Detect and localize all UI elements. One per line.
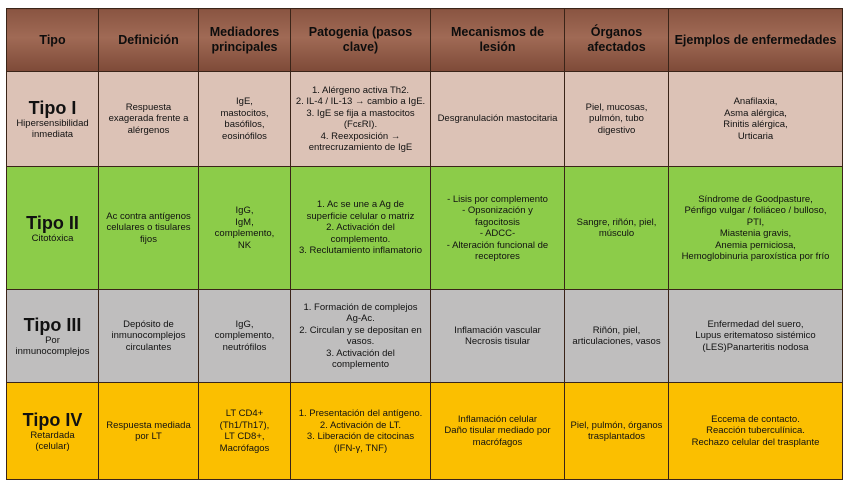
cell-line: 3. Activación del xyxy=(326,347,395,359)
cell-line: macrófagos xyxy=(472,436,523,448)
cell-line: 1. Alérgeno activa Th2. xyxy=(312,84,409,96)
definicion-cell xyxy=(99,167,199,290)
hypersensitivity-table xyxy=(6,8,843,480)
cell-line: Hemoglobinuria paroxística por frío xyxy=(681,251,830,262)
patogenia-cell xyxy=(291,167,431,290)
cell-line: músculo xyxy=(598,228,635,239)
cell-line: Eccema de contacto. xyxy=(711,413,800,425)
cell-line: celulares o tisulares xyxy=(106,222,191,234)
tipo-name: Tipo III xyxy=(23,315,82,335)
cell-line: entrecruzamiento de IgE xyxy=(308,142,413,153)
header-tipo: Tipo xyxy=(7,9,99,72)
cell-line: (FcεRI). xyxy=(343,119,378,130)
cell-line: IgE, xyxy=(236,96,253,107)
cell-line: 2. Circulan y se depositan en xyxy=(299,324,422,336)
cell-line: Piel, pulmón, órganos xyxy=(570,419,663,431)
cell-line: - Opsonización y xyxy=(462,205,533,216)
header-mecanismos: Mecanismos de lesión xyxy=(431,9,565,72)
ejemplos-cell xyxy=(669,383,843,480)
cell-line: trasplantados xyxy=(587,431,646,442)
mediadores-cell xyxy=(199,72,291,167)
tipo-cell xyxy=(7,383,99,480)
mecanismos-cell xyxy=(431,290,565,383)
cell-line: 2. Activación de LT. xyxy=(319,419,402,431)
tipo-cell xyxy=(7,167,99,290)
tipo-subtitle xyxy=(11,335,94,357)
ejemplos-cell xyxy=(669,167,843,290)
cell-line: Desgranulación mastocitaria xyxy=(437,113,558,125)
cell-line: IgG, xyxy=(235,205,254,216)
cell-line: 3. IgE se fija a mastocitos xyxy=(306,107,415,119)
cell-line: Rinitis alérgica, xyxy=(723,119,788,130)
header-patogenia: Patogenia (pasos clave) xyxy=(291,9,431,72)
cell-line: 1. Formación de complejos xyxy=(303,301,418,313)
cell-line: alérgenos xyxy=(127,124,170,136)
cell-line: - Alteración funcional de xyxy=(446,239,549,251)
tipo-cell xyxy=(7,72,99,167)
patogenia-cell xyxy=(291,72,431,167)
cell-line: IgG, xyxy=(235,318,254,330)
cell-line: Respuesta mediada xyxy=(106,419,191,431)
cell-line: (LES)Panarteritis nodosa xyxy=(702,341,809,353)
table-row-tipo-i xyxy=(7,72,843,167)
table-row-tipo-iii xyxy=(7,290,843,383)
mecanismos-cell xyxy=(431,167,565,290)
cell-line: complemento xyxy=(331,359,390,370)
header-definicion: Definición xyxy=(99,9,199,72)
cell-line: (Th1/Th17), xyxy=(219,419,270,431)
cell-line: digestivo xyxy=(597,124,636,136)
tipo-name: Tipo II xyxy=(26,212,79,233)
cell-line: Anemia perniciosa, xyxy=(715,239,796,251)
tipo-name: Tipo I xyxy=(28,98,77,118)
cell-line: 2. Activación del xyxy=(326,222,395,234)
definicion-cell xyxy=(99,290,199,383)
cell-line: Inflamación celular xyxy=(457,413,538,425)
cell-line: complemento, xyxy=(214,228,275,239)
cell-line: Síndrome de Goodpasture, xyxy=(698,193,813,205)
ejemplos-cell xyxy=(669,72,843,167)
cell-line: Lupus eritematoso sistémico xyxy=(695,330,816,342)
cell-line: mastocitos, xyxy=(220,107,269,119)
cell-line: exagerada frente a xyxy=(108,113,189,125)
cell-line: (celular) xyxy=(35,441,70,452)
cell-line: basófilos, xyxy=(224,119,265,130)
cell-line: Reacción tuberculínica. xyxy=(706,425,805,437)
cell-line: - Lisis por complemento xyxy=(447,193,548,205)
cell-line: articulaciones, vasos xyxy=(572,336,661,347)
cell-line: IgM, xyxy=(235,216,254,228)
cell-line: Necrosis tisular xyxy=(465,336,530,347)
organos-cell xyxy=(565,72,669,167)
cell-line: Por xyxy=(45,335,60,346)
patogenia-cell xyxy=(291,290,431,383)
definicion-cell xyxy=(99,72,199,167)
organos-cell xyxy=(565,290,669,383)
cell-line: receptores xyxy=(475,251,520,262)
tipo-subtitle xyxy=(11,233,94,244)
cell-line: neutrófilos xyxy=(222,341,267,353)
tipo-subtitle xyxy=(11,118,94,140)
header-mediadores: Mediadores principales xyxy=(199,9,291,72)
definicion-cell xyxy=(99,383,199,480)
ejemplos-cell xyxy=(669,290,843,383)
cell-line: por LT xyxy=(135,431,162,442)
cell-line: Citotóxica xyxy=(31,232,74,244)
cell-line: (IFN-γ, TNF) xyxy=(333,442,388,454)
cell-line: Pénfigo vulgar / foliáceo / bulloso, xyxy=(684,205,827,216)
cell-line: superficie celular o matriz xyxy=(306,210,415,222)
cell-line: Macrófagos xyxy=(219,442,270,454)
cell-line: - ADCC- xyxy=(479,228,516,239)
cell-line: Inflamación vascular xyxy=(454,324,541,336)
cell-line: Riñón, piel, xyxy=(592,324,641,336)
cell-line: vasos. xyxy=(346,336,375,347)
cell-line: Miastenia gravis, xyxy=(719,228,792,239)
header-row xyxy=(7,9,843,72)
cell-line: pulmón, tubo xyxy=(589,113,644,125)
cell-line: eosinófilos xyxy=(222,130,267,142)
cell-line: fagocitosis xyxy=(475,216,520,228)
cell-line: Depósito de xyxy=(123,318,174,330)
cell-line: Urticaria xyxy=(737,130,774,142)
cell-line: inmunocomplejos xyxy=(111,330,186,342)
cell-line: LT CD4+ xyxy=(225,408,264,419)
cell-line: Hipersensibilidad xyxy=(16,118,89,129)
cell-line: Daño tisular mediado por xyxy=(444,425,551,437)
header-organos: Órganos afectados xyxy=(565,9,669,72)
cell-line: Enfermedad del suero, xyxy=(707,318,804,330)
cell-line: fijos xyxy=(140,233,157,245)
cell-line: 4. Reexposición → xyxy=(320,130,401,142)
cell-line: Ag-Ac. xyxy=(346,313,375,324)
cell-line: Retardada xyxy=(30,430,75,441)
cell-line: complemento, xyxy=(214,330,275,342)
cell-line: NK xyxy=(237,239,252,251)
organos-cell xyxy=(565,167,669,290)
cell-line: inmunocomplejos xyxy=(15,346,90,357)
tipo-cell xyxy=(7,290,99,383)
cell-line: Asma alérgica, xyxy=(724,107,787,119)
cell-line: 3. Liberación de citocinas xyxy=(306,431,415,442)
cell-line: Respuesta xyxy=(125,101,172,113)
header-ejemplos: Ejemplos de enfermedades xyxy=(669,9,843,72)
mediadores-cell xyxy=(199,290,291,383)
mecanismos-cell xyxy=(431,72,565,167)
cell-line: 1. Presentación del antígeno. xyxy=(298,408,423,419)
tipo-subtitle xyxy=(11,430,94,452)
cell-line: Piel, mucosas, xyxy=(585,101,648,113)
table-row-tipo-iv xyxy=(7,383,843,480)
cell-line: inmediata xyxy=(31,129,74,140)
cell-line: 2. IL-4 / IL-13 → cambio a IgE. xyxy=(295,96,426,107)
cell-line: Sangre, riñón, piel, xyxy=(576,216,657,228)
cell-line: LT CD8+, xyxy=(224,431,265,442)
cell-line: 1. Ac se une a Ag de xyxy=(316,199,405,211)
cell-line: Ac contra antígenos xyxy=(106,210,191,222)
organos-cell xyxy=(565,383,669,480)
cell-line: complemento. xyxy=(330,233,391,245)
cell-line: PTI, xyxy=(746,216,765,228)
patogenia-cell xyxy=(291,383,431,480)
cell-line: 3. Reclutamiento inflamatorio xyxy=(298,245,423,257)
table-row-tipo-ii xyxy=(7,167,843,290)
mediadores-cell xyxy=(199,167,291,290)
cell-line: Rechazo celular del trasplante xyxy=(691,436,820,448)
mediadores-cell xyxy=(199,383,291,480)
cell-line: circulantes xyxy=(125,341,172,353)
tipo-name: Tipo IV xyxy=(22,410,83,430)
mecanismos-cell xyxy=(431,383,565,480)
cell-line: Anafilaxia, xyxy=(733,96,778,107)
